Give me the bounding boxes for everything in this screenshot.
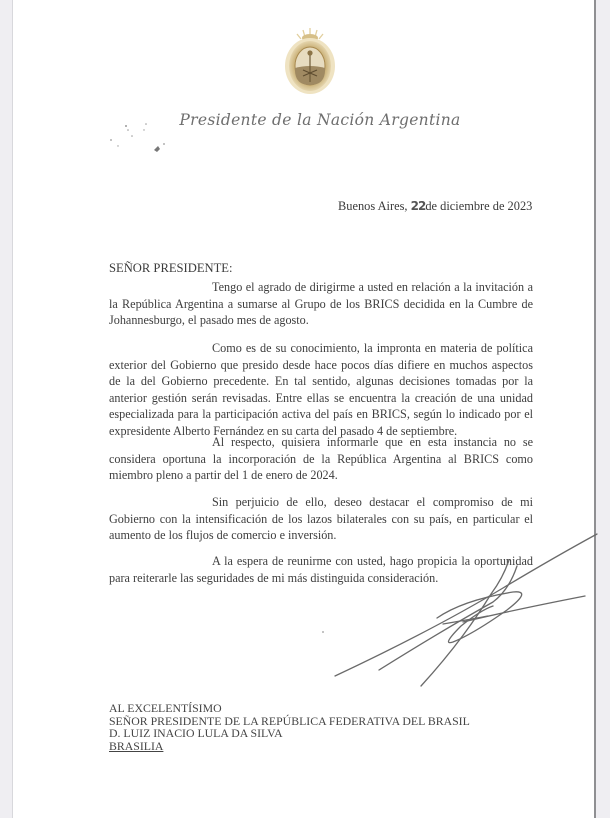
paragraph-2: Como es de su conocimiento, la impronta en materia de política exterior del Gobierno que presido desde hace pocos días difiere en muchos aspectos de la del Gobierno precedente. En tal sentido, algunas decisiones tomadas por la anterior gestión serán revisadas. Entre ellas se encuentra la creación de una unidad especializada para la participación activa del país en BRICS, según lo indicado por el expresidente Alberto Fernández en su carta del pasado 4 de septiembre. [109, 341, 533, 438]
scan-specks [108, 118, 178, 163]
paragraph-4: Sin perjuicio de ello, deseo destacar el compromiso de mi Gobierno con la intensificación de los lazos bilaterales con su país, en particular el aumento de los flujos de comercio e inversión. [109, 495, 533, 543]
coat-of-arms-icon [281, 26, 339, 96]
addressee-line-4: BRASILIA [109, 738, 164, 753]
addressee-line-3: D. LUIZ INACIO LULA DA SILVA [109, 726, 283, 741]
letter-date [338, 199, 532, 214]
date-prefix: Buenos Aires, [338, 199, 411, 213]
addressee-line-2: SEÑOR PRESIDENTE DE LA REPÚBLICA FEDERATIVA DEL BRASIL [109, 713, 470, 728]
addressee-line-1: AL EXCELENTÍSIMO [109, 701, 222, 715]
paragraph-5: A la espera de reunirme con usted, hago propicia la oportunidad para reiterarle las seguridades de mi más distinguida consideración. [109, 554, 533, 585]
paragraph-3: Al respecto, quisiera informarle que en esta instancia no se considera oportuna la incorporación de la República Argentina al BRICS como miembro pleno a partir del 1 de enero de 2024. [109, 435, 533, 483]
addressee-block [109, 702, 470, 752]
salutation: SEÑOR PRESIDENTE: [109, 261, 233, 275]
handwritten-signature-icon [313, 530, 610, 690]
paragraph-1: Tengo el agrado de dirigirme a usted en relación a la invitación a la República Argentina a sumarse al Grupo de los BRICS decidida en la Cumbre de Johannesburgo, el pasado mes de agosto. [109, 280, 533, 328]
letter-page [12, 0, 596, 818]
date-day-handwritten: 22 [410, 199, 426, 213]
date-suffix: de diciembre de 2023 [425, 199, 533, 213]
letterhead-title: Presidente de la Nación Argentina [179, 111, 461, 129]
